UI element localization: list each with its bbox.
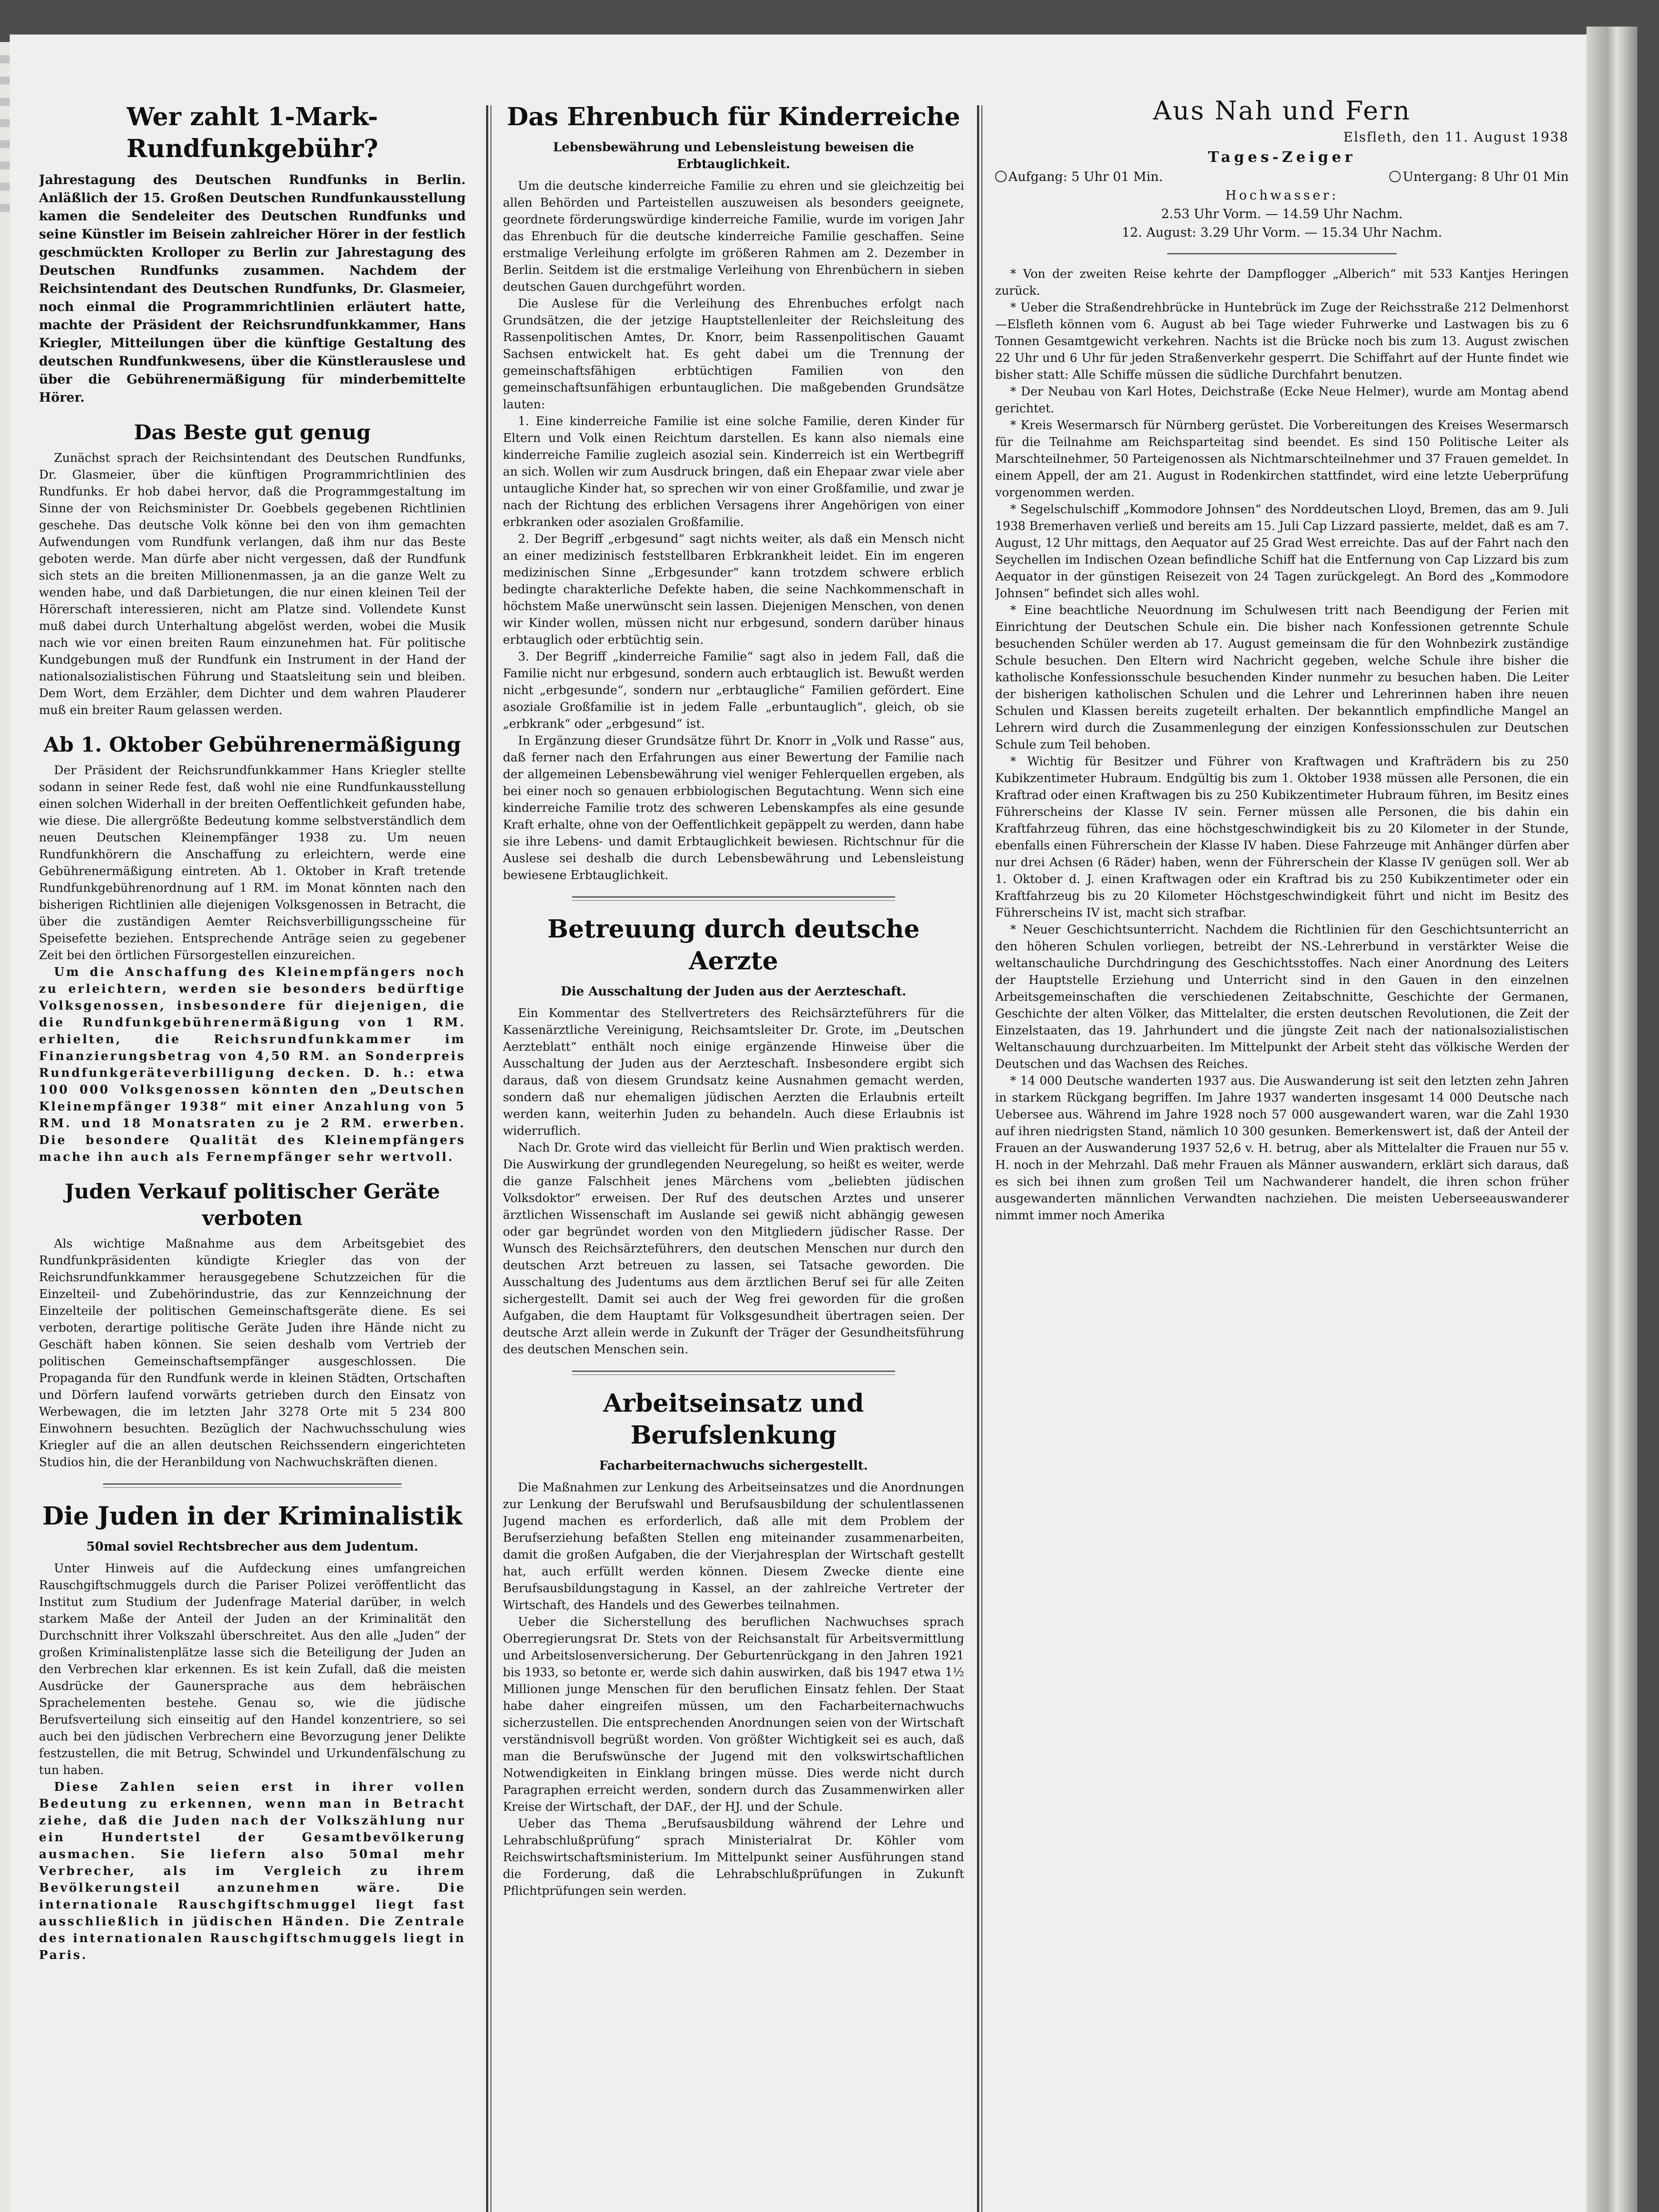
article-text: Der Präsident der Reichsrundfunkkammer Hans Kriegler stellte sodann in seiner Rede fest, daß wohl nie eine Rundfunkausstellung einen solchen Widerhall in der breiten Oeffentlichkeit gefunden habe, wie diese. Die allergrößte Bedeutung komme selbstverständlich dem neuen Deutschen Kleinempfänger 1938 zu. Um neuen Rundfunkhörern die Anschaffung zu erleichtern, werde eine Gebührenermäßigung eintreten. Ab 1. Oktober in Kraft tretende Rundfunkgebührenordnung auf 1 RM. im Monat könnten nach den bisherigen Richtlinien alle diejenigen Volksgenossen in Betracht, die über die zuständigen Aemter Reichsverbilligungsscheine für Speisefette beziehen. Entsprechende Anträge seien zu gegebener Zeit bei den örtlichen Fürsorgestellen einzureichen. <box>39 764 466 962</box>
sunset <box>1389 167 1569 186</box>
article-headline-ehrenbuch: Das Ehrenbuch für Kinderreiche <box>507 102 960 131</box>
news-item: * Der Neubau von Karl Hotes, Deichstraße (Ecke Neue Helmer), wurde am Montag abend gerichtet. <box>995 385 1569 415</box>
dateline: Elsfleth, den 11. August 1938 <box>1343 130 1569 145</box>
article-text: Ueber das Thema „Berufsausbildung während der Lehre und Lehrabschlußprüfung“ sprach Ministerialrat Dr. Köhler vom Reichswirtschaftsministerium. Im Mittelpunkt seiner Ausführungen stand die Forderung, daß die Lehrabschlußprüfungen in Zukunft Pflichtprüfungen sein werden. <box>503 1817 964 1898</box>
section-heading: Das Beste gut genug <box>134 420 371 444</box>
article-text: 3. Der Begriff „kinderreiche Familie“ sagt also in jedem Fall, daß die Familie nicht nur erbgesund, sondern auch erbtauglich ist. Bewußt werden nicht „erbgesunde“, sondern nur „erbtaugliche“ Familien gefördert. Eine asoziale Großfamilie ist in jedem Falle „erbuntauglich“, gleich, ob sie „erbkrank“ oder „erbgesund“ ist. <box>503 650 964 731</box>
article-text: Die Auslese für die Verleihung des Ehrenbuches erfolgt nach Grundsätzen, die der jetzige Hauptstellenleiter der Reichsleitung des Rassenpolitischen Amtes, Dr. Knorr, beim Rassenpolitischen Gauamt Sachsen entwickelt hat. Es geht dabei um die Trennung der gemeinschaftsfähigen erbtüchtigen Familien von den gemeinschaftsunfähigen erbuntauglichen. Die maßgebenden Grundsätze lauten: <box>503 297 964 411</box>
article-subheadline: Die Ausschaltung der Juden aus der Aerzteschaft. <box>560 984 907 998</box>
article-text: Ein Kommentar des Stellvertreters des Reichsärzteführers für die Kassenärztliche Vereinigung, Reichsamtsleiter Dr. Grote, im „Deutschen Aerzteblatt“ enthält noch einige ergänzende Hinweise über die Ausschaltung der Juden aus der Aerzteschaft. Insbesondere ergibt sich daraus, daß von diesem Grundsatz keine Ausnahmen gemacht werden, sondern daß nur ehemaligen jüdischen Aerzten die Erlaubnis erteilt werden kann, weiterhin Juden zu behandeln. Auch diese Erlaubnis ist widerruflich. <box>503 1006 964 1138</box>
article-text: Um die Anschaffung des Kleinempfängers noch zu erleichtern, werden sie besonders bedürftige Volksgenossen, insbesondere für diejenigen, die die Rundfunkgebührenermäßigung von 1 RM. erhielten, die Reichsrundfunkkammer im Finanzierungsbetrag von 4,50 RM. an Sonderpreis Rundfunkgeräteverbilligung decken. D. h.: etwa 100 000 Volksgenossen könnten den „Deutschen Kleinempfänger 1938“ mit einer Anzahlung von 5 RM. und 18 Monatsraten zu je 2 RM. erwerben. Die besondere Qualität des Kleinempfängers mache ihn auch als Fernempfänger sehr wertvoll. <box>39 965 466 1164</box>
high-water-title: Hochwasser: <box>1225 188 1339 203</box>
tages-zeiger-title: Tages-Zeiger <box>1208 148 1356 165</box>
article-text: In Ergänzung dieser Grundsätze führt Dr. Knorr in „Volk und Rasse“ aus, daß ferner nach den Erfahrungen aus einer Bewertung der Familie nach der allgemeinen Lebensbewährung viel weniger Fehlerquellen ergeben, als bei einer noch so genauen erbbiologischen Begutachtung. Wenn sich eine kinderreiche Familie trotz des schweren Lebenskampfes als eine gesunde Kraft erhalte, ohne von der Oeffentlichkeit gepäppelt zu werden, dann habe sie ihre Lebens- und damit Erbtauglichkeit bewiesen. Richtschnur für die Auslese sei deshalb die durch Lebensbewährung und Lebensleistung bewiesene Erbtauglichkeit. <box>503 734 964 882</box>
section-heading: Juden Verkauf politischer Geräte verboten <box>65 1179 440 1230</box>
article-text: Als wichtige Maßnahme aus dem Arbeitsgebiet des Rundfunkpräsidenten kündigte Kriegler das von der Reichsrundfunkkammer herausgegebene Schutzzeichen für die Einzelteil- und Zubehörindustrie, das zur Kennzeichnung der Einzelteile der politischen Gemeinschaftsgeräte diene. Es sei verboten, derartige politische Geräte Juden ihre Hände nicht zu Geschäft haben können. Sie seien deshalb vom Vertrieb der politischen Gemeinschaftsempfänger ausgeschlossen. Die Propaganda für den Rundfunk werde in kleinen Städten, Ortschaften und Dörfern laufend vorwärts getrieben durch den Einsatz von Werbewagen, die im letzten Jahr 3278 Orte mit 5 234 800 Einwohnern besuchten. Bezüglich der Nachwuchsschulung wies Kriegler auf die an allen deutschen Reichssendern eingerichteten Studios hin, die der Heranbildung von Nachwuchskräften dienen. <box>39 1237 466 1469</box>
newspaper-page <box>10 35 1586 2212</box>
column-middle <box>503 92 964 2212</box>
news-item: * Von der zweiten Reise kehrte der Dampflogger „Alberich“ mit 533 Kantjes Heringen zurück. <box>995 267 1569 298</box>
high-water-today: 2.53 Uhr Vorm. — 14.59 Uhr Nachm. <box>1161 206 1403 221</box>
news-item: * Segelschulschiff „Kommodore Johnsen“ des Norddeutschen Lloyd, Bremen, das am 9. Juli 1938 Bremerhaven verließ und bereits am 15. Juli Cap Lizzard passierte, meldet, daß es am 7. August, 12 Uhr mittags, den Aequator auf 25 Grad West erreichte. Das auf der Fahrt nach den Seychellen im Indischen Ozean befindliche Schiff hat die Entfernung von Cap Lizzard bis zum Aequator in der günstigen Reisezeit von 24 Tagen zurückgelegt. An Bord des „Kommodore Johnsen“ befindet sich alles wohl. <box>995 503 1569 600</box>
sunrise-text: Aufgang: 5 Uhr 01 Min. <box>1008 169 1163 184</box>
news-item: * Kreis Wesermarsch für Nürnberg gerüstet. Die Vorbereitungen des Kreises Wesermarsch für die Teilnahme am Reichsparteitag sind beendet. Es sind 150 Politische Leiter als Marschteilnehmer, 50 Parteigenossen als Nichtmarschteilnehmer und 37 Frauen gemeldet. In einem Appell, der am 21. August in Rodenkirchen stattfindet, wird eine letzte Ueberprüfung vorgenommen werden. <box>995 419 1569 499</box>
article-subheadline: 50mal soviel Rechtsbrecher aus dem Judentum. <box>86 1539 418 1554</box>
divider <box>572 1371 895 1375</box>
article-headline-kriminalistik: Die Juden in der Kriminalistik <box>42 1502 463 1531</box>
column-left <box>39 92 466 2212</box>
news-item: * Ueber die Straßendrehbrücke in Huntebrück im Zuge der Reichsstraße 212 Delmenhorst—Elsfleth können vom 6. August ab bei Tage wieder Fuhrwerke und Lastwagen bis zu 6 Tonnen Gesamtgewicht verkehren. Nachts ist die Brücke noch bis zum 13. August zwischen 22 Uhr und 6 Uhr für jeden Straßenverkehr gesperrt. Die Schiffahrt auf der Hunte findet wie bisher statt: Alle Schiffe müssen die südliche Durchfahrt benutzen. <box>995 301 1569 382</box>
sunset-icon <box>1389 171 1401 182</box>
article-text: Zunächst sprach der Reichsintendant des Deutschen Rundfunks, Dr. Glasmeier, über die künftigen Programmrichtlinien des Rundfunks. Er hob dabei hervor, daß die Programmgestaltung im Sinne der von Reichsminister Dr. Goebbels gegebenen Richtlinien geschehe. Das deutsche Volk könne bei den von ihm gemachten Aufwendungen vom Rundfunk verlangen, daß ihm nur das Beste geboten werde. Man dürfe aber nicht vergessen, daß der Rundfunk sich stets an die breiten Millionenmassen, ja an die ganze Welt zu wenden habe, und daß Darbietungen, die nur einen kleinen Teil der Hörerschaft interessieren, nicht am Platze sind. Vollendete Kunst muß dabei durch Unterhaltung abgelöst werden, wobei die Musik nach wie vor einen breiten Raum einzunehmen hat. Für politische Kundgebungen muß der Rundfunk ein Instrument in der Hand der nationalsozialistischen Führung und Staatsleitung sein und bleiben. Dem Wort, dem Erzähler, dem Dichter und dem wahren Plauderer muß ein breiter Raum gelassen werden. <box>39 451 466 717</box>
section-masthead: Aus Nah und Fern <box>1153 96 1411 126</box>
column-rule <box>977 105 979 2212</box>
article-text: Nach Dr. Grote wird das vielleicht für Berlin und Wien praktisch werden. Die Auswirkung der grundlegenden Neuregelung, so heißt es weiter, werde die ganze Falschheit jenes Märchens vom „beliebten jüdischen Volksdoktor“ erweisen. Der Ruf des deutschen Arztes und unserer ärztlichen Wissenschaft im Auslande sei gewiß nicht abhängig gewesen oder gar begründet worden von den Mitgliedern jüdischer Rasse. Der Wunsch des Reichsärzteführers, den deutschen Menschen nur durch den deutschen Arzt betreuen zu lassen, sei Tatsache geworden. Die Ausschaltung des Judentums aus dem ärztlichen Beruf sei für alle Zeiten sichergestellt. Damit sei auch der Weg frei geworden für die großen Aufgaben, die dem Hauptamt für Volksgesundheit übertragen seien. Der deutsche Arzt allein werde in Zukunft der Träger der Gesundheitsführung des deutschen Menschen sein. <box>503 1141 964 1356</box>
book-page-edge <box>1586 27 1637 2212</box>
news-item: * Neuer Geschichtsunterricht. Nachdem die Richtlinien für den Geschichtsunterricht an den höheren Schulen vorliegen, betreibt der NS.-Lehrerbund in verstärkter Weise die weltanschauliche Durchdringung des Geschichtsstoffes. Nach einer Anordnung des Leiters der Hauptstelle Erziehung und Unterricht sind in den Gauen in den einzelnen Arbeitsgemeinschaften die verschiedenen Zeitabschnitte, Geschichte der Germanen, Geschichte der alten Völker, das Mittelalter, die ersten deutschen Revolutionen, die Zeit der Einzelstaaten, das 19. Jahrhundert und die jüngste Zeit nach der nationalsozialistischen Weltanschauung durchzuarbeiten. Im Mittelpunkt der Arbeit steht das völkische Werden der Deutschen und das Wachsen des Reiches. <box>995 923 1569 1071</box>
article-subheadline: Facharbeiternachwuchs sichergestellt. <box>599 1458 868 1473</box>
article-text: Unter Hinweis auf die Aufdeckung eines umfangreichen Rauschgiftschmuggels durch die Pariser Polizei veröffentlicht das Institut zum Studium der Judenfrage Material darüber, in welch starkem Maße der Anteil der Juden an der Kriminalität den Durchschnitt ihrer Volkszahl überschreitet. Aus den alle „Juden“ der großen Kriminalistenplätze lasse sich die Beteiligung der Juden an den Verbrechen klar erkennen. Es ist kein Zufall, daß die meisten Ausdrücke der Gaunersprache aus dem hebräischen Sprachelementen bestehe. Genau so, wie die jüdische Berufsverteilung sich einseitig auf den Handel konzentriere, so sei auch bei den jüdischen Verbrechern eine Bevorzugung jener Delikte festzustellen, die mit Betrug, Schwindel und Urkundenfälschung zu tun haben. <box>39 1562 466 1777</box>
news-item: * Eine beachtliche Neuordnung im Schulwesen tritt nach Beendigung der Ferien mit Einrichtung der Deutschen Schule ein. Die bisher nach Konfessionen getrennte Schule besuchenden Schüler werden ab 17. August gemeinsam die für den Wohnbezirk zuständige Schule besuchen. Den Eltern wird Nachricht gegeben, welche Schule ihre bisher die katholische Konfessionsschule besuchenden Kinder nunmehr zu besuchen haben. Die Leiter der bisherigen katholischen Schulen und die Lehrer und Lehrerinnen haben ihre neuen Schulen und Klassen bereits zugeteilt erhalten. Der bekanntlich empfindliche Mangel an Lehrern wird durch die Zusammenlegung der einzigen Konfessionsschulen zur Deutschen Schule zum Teil behoben. <box>995 603 1569 752</box>
article-headline-aerzte: Betreuung durch deutsche Aerzte <box>547 914 920 975</box>
column-rule <box>486 105 488 2212</box>
article-text: 1. Eine kinderreiche Familie ist eine solche Familie, deren Kinder für Eltern und Volk einen Reichtum darstellen. Es kann also niemals eine kinderreiche Familie zugleich asozial sein. Kinderreich ist ein Wertbegriff an sich. Wollen wir zum Ausdruck bringen, daß ein Ehepaar zwar viele aber untaugliche Kinder hat, so sprechen wir von einer Großfamilie, und zwar je nach der Richtung des erblichen Versagens ihrer Angehörigen von einer erbkranken oder asozialen Großfamilie. <box>503 415 964 529</box>
article-text: Ueber die Sicherstellung des beruflichen Nachwuchses sprach Oberregierungsrat Dr. Stets von der Reichsanstalt für Arbeitsvermittlung und Arbeitslosenversicherung. Der Geburtenrückgang in den Jahren 1921 bis 1933, so betonte er, werde sich dahin auswirken, daß bis 1947 etwa 1½ Millionen junge Menschen für den beruflichen Einsatz fehlen. Der Staat habe daher eingreifen müssen, um den Facharbeiternachwuchs sicherzustellen. Die entsprechenden Anordnungen seien von der Wirtschaft verständnisvoll begrüßt worden. Von größter Wichtigkeit sei es auch, daß man die Berufswünsche der Jugend mit den volkswirtschaftlichen Notwendigkeiten in Einklang bringen müsse. Dies werde nicht durch Paragraphen erreicht werden, sondern durch das Zusammenwirken aller Kreise der Wirtschaft, der DAF., der HJ. und der Schule. <box>503 1615 964 1814</box>
news-item: * 14 000 Deutsche wanderten 1937 aus. Die Auswanderung ist seit den letzten zehn Jahren in starkem Rückgang begriffen. Im Jahre 1937 wanderten insgesamt 14 000 Deutsche nach Uebersee aus. Während im Jahre 1928 noch 57 000 ausgewandert waren, war die Zahl 1930 auf ihren niedrigsten Stand, nämlich 10 300 gesunken. Bemerkenswert ist, daß der Anteil der Frauen an der Auswanderung 1937 52,6 v. H. betrug, aber als Mittelalter die Frauen nur 55 v. H. noch in der Mehrzahl. Daß mehr Frauen als Männer auswandern, erklärt sich daraus, daß es sich bei ihnen zum großen Teil um Nachwanderer handelt, die ihren schon früher ausgewanderten männlichen Verwandten nachziehen. Die meisten Ueberseeauswanderer nimmt immer noch Amerika <box>995 1074 1569 1222</box>
article-text: Diese Zahlen seien erst in ihrer vollen Bedeutung zu erkennen, wenn man in Betracht ziehe, daß die Juden nach der Volkszählung nur ein Hundertstel der Gesamtbevölkerung ausmachen. Sie liefern also 50mal mehr Verbrecher, als im Vergleich zu ihrem Bevölkerungsteil anzunehmen wäre. Die internationale Rauschgiftschmuggel liegt fast ausschließlich in jüdischen Händen. Die Zentrale des internationalen Rauschgiftschmuggels liegt in Paris. <box>39 1780 466 1962</box>
column-right <box>995 92 1569 2212</box>
article-headline-rundfunk: Wer zahlt 1-Mark-Rundfunkgebühr? <box>126 102 379 163</box>
sun-times <box>995 167 1569 186</box>
high-water-tomorrow: 12. August: 3.29 Uhr Vorm. — 15.34 Uhr Nachm. <box>1122 225 1442 240</box>
sunset-text: Untergang: 8 Uhr 01 Min <box>1402 169 1569 184</box>
divider <box>572 896 895 901</box>
article-lead: Jahrestagung des Deutschen Rundfunks in Berlin. Anläßlich der 15. Großen Deutschen Rundfunkausstellung kamen die Sendeleiter des Deutschen Rundfunks und seine Künstler im Beisein zahlreicher Hörer in der festlich geschmückten Krolloper zu Berlin zur Jahrestagung des Deutschen Rundfunks zusammen. Nachdem der Reichsintendant des Deutschen Rundfunks, Dr. Glasmeier, noch einmal die Programmrichtlinien erläutert hatte, machte der Präsident der Reichsrundfunkkammer, Hans Kriegler, Mitteilungen über die künftige Gestaltung des deutschen Rundfunkwesens, über die Künstlerauslese und über die Gebührenermäßigung für minderbemittelte Hörer. <box>39 172 466 405</box>
article-text: 2. Der Begriff „erbgesund“ sagt nichts weiter, als daß ein Mensch nicht an einer medizinisch feststellbaren Erbkrankheit leidet. Ein im engeren medizinischen Sinne „Erbgesunder“ kann trotzdem schwere erblich bedingte charakterliche Defekte haben, die seine Nachkommenschaft in höchstem Maße unerwünscht sein lassen. Diejenigen Menschen, von denen wir Kinder wollen, müssen nicht nur erbgesund, sondern darüber hinaus erbtauglich oder erbtüchtig sein. <box>503 532 964 647</box>
sunrise <box>995 167 1163 186</box>
article-text: Die Maßnahmen zur Lenkung des Arbeitseinsatzes und die Anordnungen zur Lenkung der Berufswahl und Berufsausbildung der schulentlassenen Jugend machen es erforderlich, daß alle mit dem Problem der Berufserziehung befaßten Stellen eng miteinander zusammenarbeiten, damit die großen Aufgaben, die der Vierjahresplan der Wirtschaft gestellt hat, auch erfüllt werden können. Diesem Zwecke diente eine Berufsausbildungstagung in Kassel, an der zahlreiche Vertreter der Wirtschaft, des Handels und des Gewerbes teilnahmen. <box>503 1481 964 1612</box>
news-item: * Wichtig für Besitzer und Führer von Kraftwagen und Krafträdern bis zu 250 Kubikzentimeter Hubraum. Endgültig bis zum 1. Oktober 1938 müssen alle Personen, die ein Kraftrad oder einen Kraftwagen bis zu 250 Kubikzentimeter Hubraum führen, im Besitz eines Führerscheins der Klasse IV sein. Ferner müssen alle Personen, die bis dahin ein Kraftfahrzeug führen, das eine höchstgeschwindigkeit bis zu 20 Kilometer in der Stunde, ebenfalls einen Führerschein der Klasse IV haben. Diese Fahrzeuge mit Anhänger dürfen aber nur drei Achsen (6 Räder) haben, wenn der Führerschein der Klasse IV genügen soll. Wer ab 1. Oktober d. J. einen Kraftwagen oder ein Kraftrad bis zu 250 Kubikzentimeter oder ein Kraftfahrzeug bis zu 20 Kilometer Höchstgeschwindigkeit führt und nicht im Besitz des Führerscheins IV ist, macht sich strafbar. <box>995 755 1569 920</box>
article-headline-arbeitseinsatz: Arbeitseinsatz und Berufslenkung <box>603 1389 864 1450</box>
divider <box>1167 253 1397 254</box>
section-heading: Ab 1. Oktober Gebührenermäßigung <box>43 733 461 757</box>
article-text: Um die deutsche kinderreiche Familie zu ehren und sie gleichzeitig bei allen Behörden und Parteistellen auszuweisen als besonders geeignete, geordnete förderungswürdige kinderreiche Familie, wurde im vorigen Jahr das Ehrenbuch für die deutsche kinderreiche Familie geschaffen. Seine erstmalige Verleihung erfolgte im größeren Rahmen am 2. Dezember in Berlin. Seitdem ist die erstmalige Verleihung von Ehrenbüchern in sieben deutschen Gauen durchgeführt worden. <box>503 179 964 294</box>
sunrise-icon <box>995 171 1007 182</box>
article-subheadline: Lebensbewährung und Lebensleistung beweisen die Erbtauglichkeit. <box>553 140 914 171</box>
divider <box>103 1483 402 1488</box>
